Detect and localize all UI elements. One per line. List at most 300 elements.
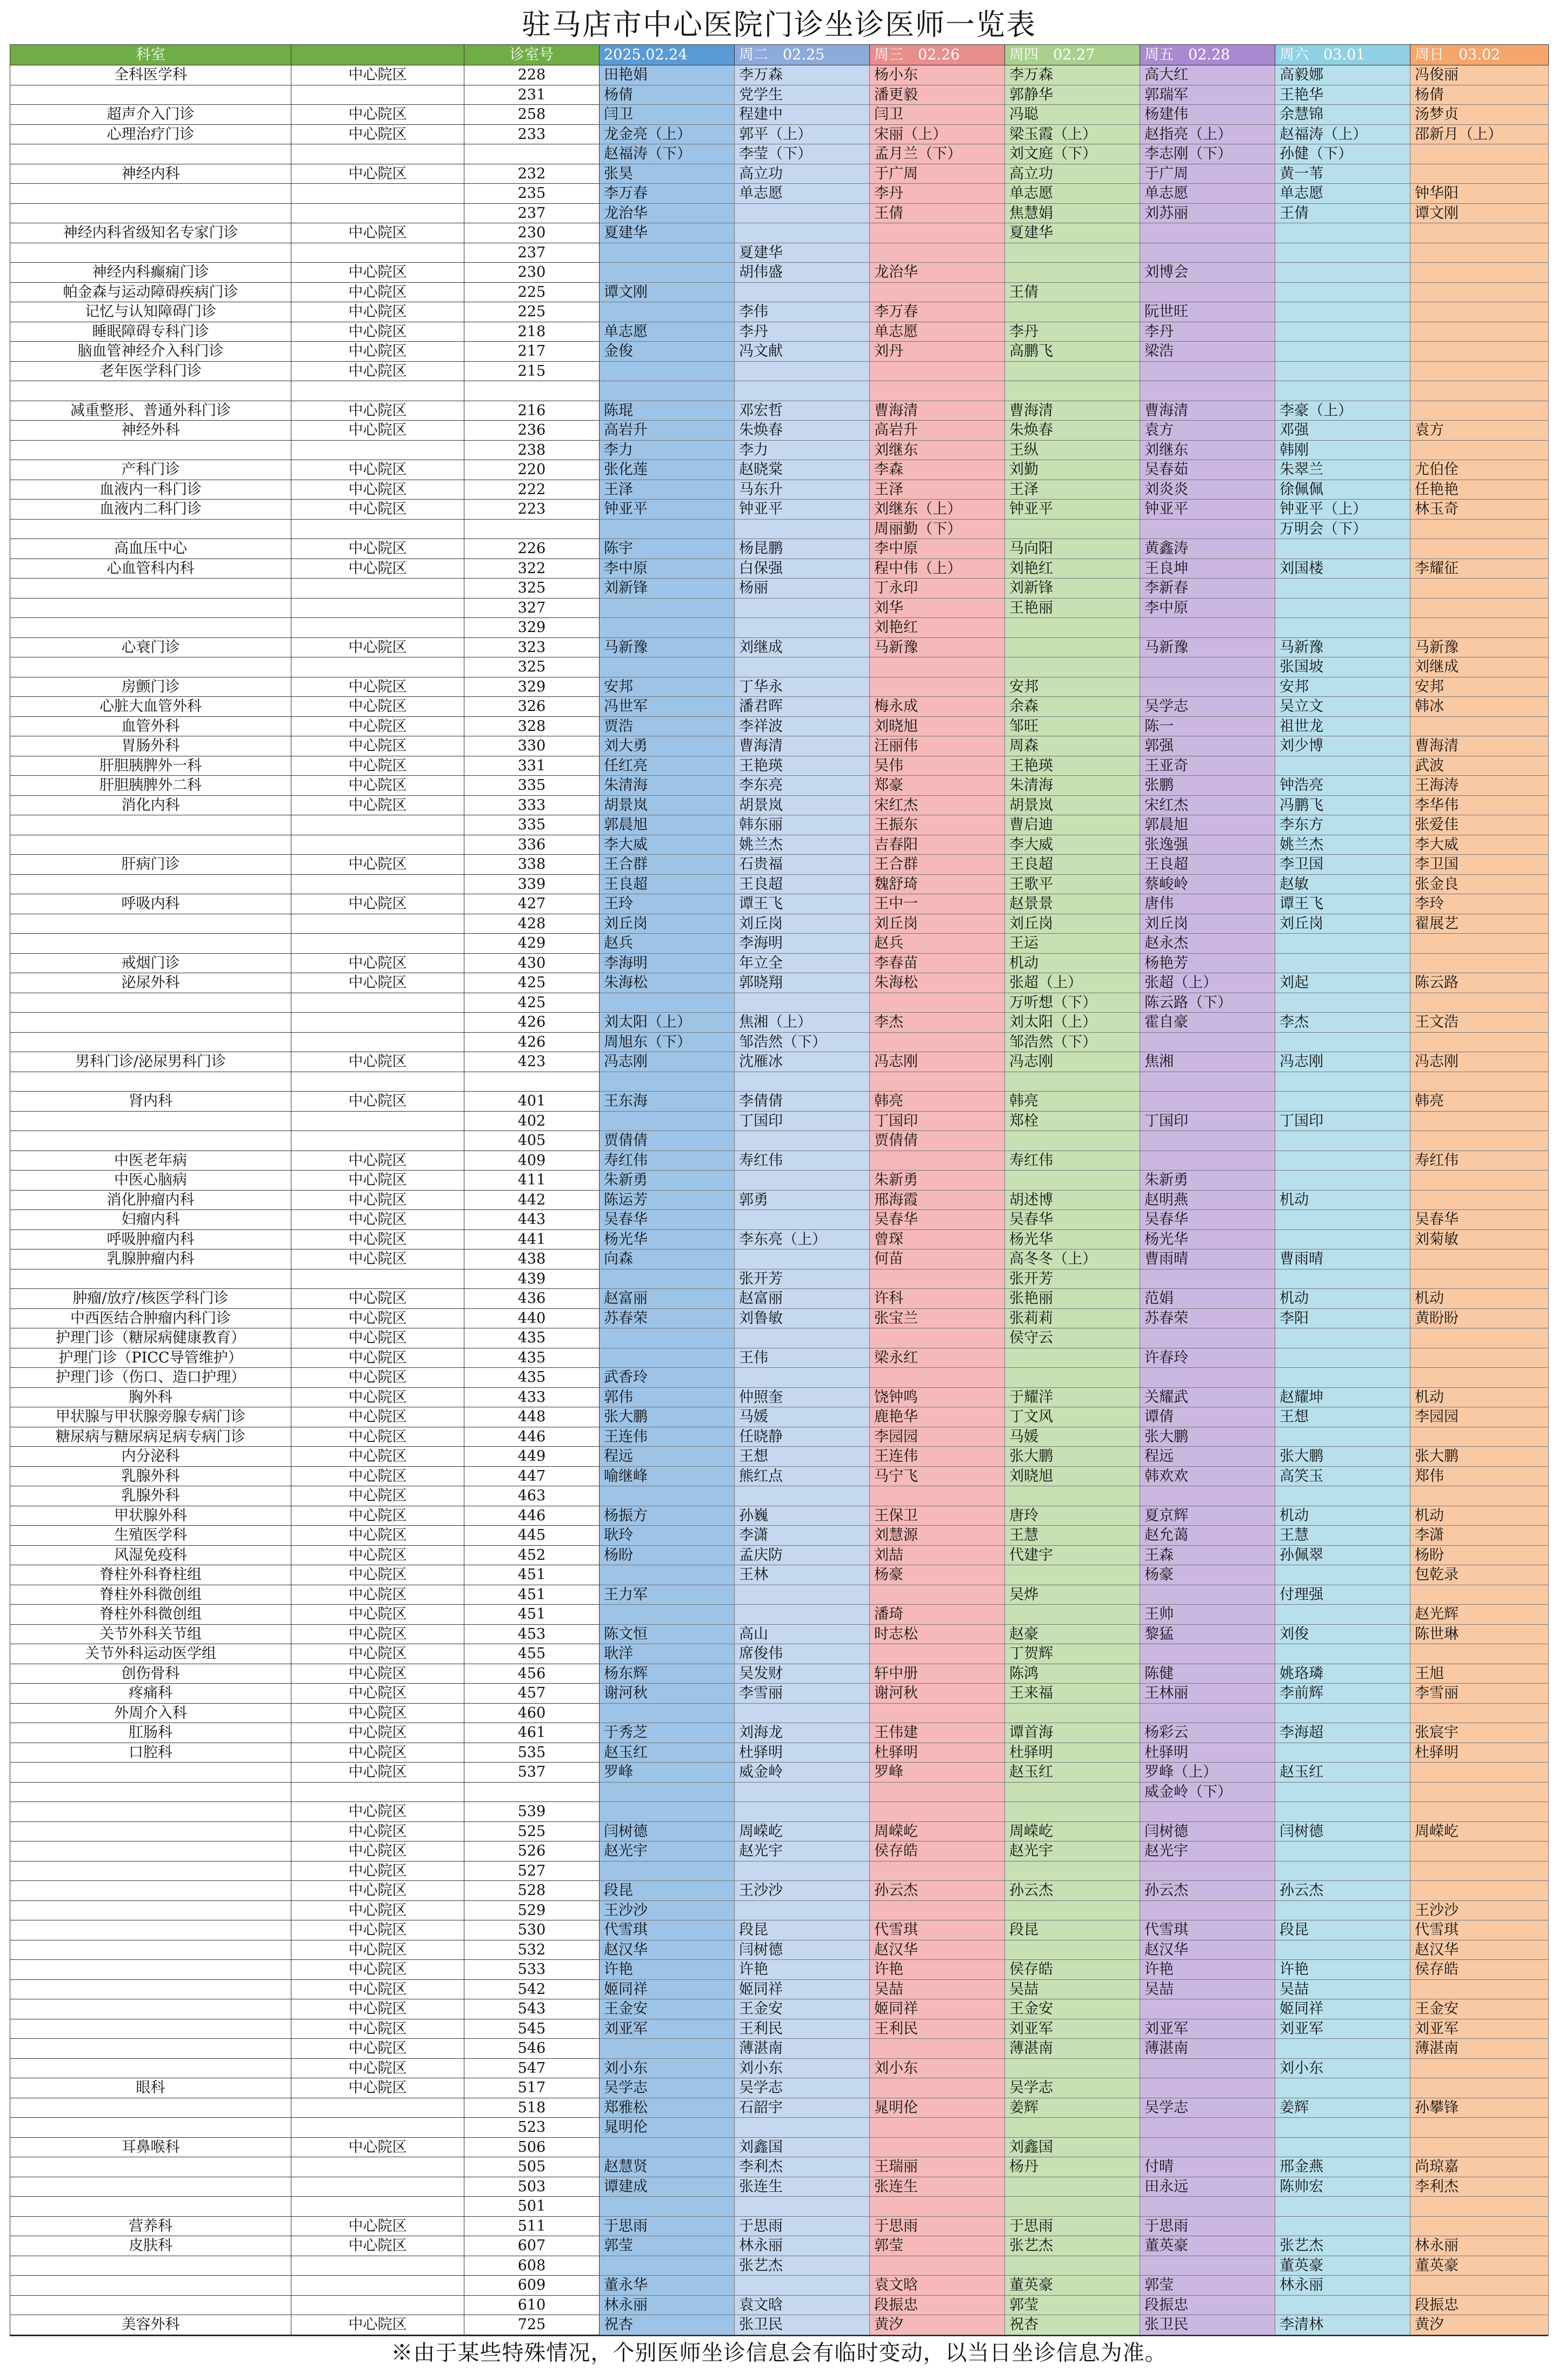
doctor-cell: 曹海清 [1005,401,1140,421]
table-row [10,1486,1549,1506]
room-cell: 429 [464,934,600,954]
doctor-cell: 韩东丽 [735,815,870,835]
table-row [10,1328,1549,1348]
doctor-cell: 刘华 [870,598,1005,618]
doctor-cell [870,1032,1005,1052]
doctor-cell: 薄湛南 [1005,2039,1140,2059]
dept-cell [10,1841,291,1862]
room-cell: 456 [464,1664,600,1684]
room-cell: 401 [464,1092,600,1112]
doctor-cell: 石贵福 [735,855,870,875]
campus-cell: 中心院区 [291,1229,464,1249]
campus-cell: 中心院区 [291,164,464,184]
doctor-cell [1140,1131,1275,1151]
doctor-cell: 王泽 [870,480,1005,500]
doctor-cell: 杨艳芳 [1140,953,1275,973]
doctor-cell [600,1861,735,1881]
campus-cell [291,243,464,263]
table-row [10,184,1549,204]
campus-cell: 中心院区 [291,1328,464,1348]
doctor-cell [1275,756,1410,776]
dept-cell: 胸外科 [10,1387,291,1407]
doctor-cell: 赵景景 [1005,894,1140,914]
table-row [10,1229,1549,1249]
doctor-cell: 王振东 [870,815,1005,835]
doctor-cell [735,519,870,539]
doctor-cell: 李万春 [870,302,1005,322]
table-row [10,500,1549,520]
doctor-cell: 余森 [1005,697,1140,717]
table-row [10,1269,1549,1289]
doctor-cell: 朱清海 [600,776,735,796]
table-row [10,716,1549,736]
dept-cell: 睡眠障碍专科门诊 [10,322,291,342]
campus-cell: 中心院区 [291,1289,464,1309]
campus-cell: 中心院区 [291,697,464,717]
doctor-cell [600,993,735,1013]
dept-cell [10,1131,291,1151]
doctor-cell: 林永丽 [1275,2276,1410,2296]
dept-cell [10,1861,291,1881]
doctor-cell: 侯存皓 [1410,1960,1549,1980]
doctor-cell: 魏舒琦 [870,874,1005,894]
doctor-cell: 王沙沙 [1410,1900,1549,1920]
table-row [10,1743,1549,1763]
room-cell: 331 [464,756,600,776]
doctor-cell: 许科 [870,1289,1005,1309]
doctor-cell [1005,2197,1140,2217]
doctor-cell: 薄湛南 [1410,2039,1549,2059]
doctor-cell [1410,1861,1549,1881]
room-cell: 453 [464,1624,600,1644]
room-cell: 325 [464,657,600,677]
room-cell: 258 [464,105,600,125]
campus-cell: 中心院区 [291,1881,464,1901]
header-day-4: 周四 02.27 [1005,45,1140,65]
doctor-cell: 赵玉红 [600,1743,735,1763]
doctor-cell: 刘苏丽 [1140,203,1275,223]
doctor-cell [870,1486,1005,1506]
doctor-cell [1275,579,1410,599]
campus-cell: 中心院区 [291,322,464,342]
doctor-cell: 闫树德 [735,1940,870,1960]
table-row [10,85,1549,105]
doctor-cell: 闫树德 [1275,1821,1410,1841]
doctor-cell [600,1703,735,1723]
room-cell: 226 [464,539,600,559]
doctor-cell: 段振忠 [1140,2295,1275,2315]
room-cell: 460 [464,1703,600,1723]
doctor-cell: 安邦 [600,677,735,697]
doctor-cell: 许艳 [735,1960,870,1980]
doctor-cell: 朱海松 [870,973,1005,993]
table-row [10,1387,1549,1407]
campus-cell [291,934,464,954]
doctor-cell [1275,1032,1410,1052]
doctor-cell: 钟华阳 [1410,184,1549,204]
dept-cell: 肝胆胰脾外二科 [10,776,291,796]
room-cell: 533 [464,1960,600,1980]
doctor-cell: 薄湛南 [1140,2039,1275,2059]
doctor-cell: 王文浩 [1410,1013,1549,1033]
room-cell: 326 [464,697,600,717]
doctor-cell: 孙云杰 [1005,1881,1140,1901]
doctor-cell: 丁文风 [1005,1407,1140,1427]
doctor-cell: 胡述博 [1005,1190,1140,1210]
header-day-1: 2025.02.24 [600,45,735,65]
doctor-cell [1005,519,1140,539]
dept-cell: 心衰门诊 [10,637,291,657]
dept-cell: 呼吸内科 [10,894,291,914]
dept-cell: 护理门诊（伤口、造口护理） [10,1368,291,1388]
table-row [10,1802,1549,1822]
doctor-cell: 李大威 [1005,835,1140,855]
room-cell: 523 [464,2118,600,2138]
doctor-cell: 万明会（下） [1275,519,1410,539]
doctor-cell [1005,1171,1140,1191]
doctor-cell: 刘炎炎 [1140,480,1275,500]
dept-cell: 护理门诊（PICC导管维护） [10,1348,291,1368]
doctor-cell [1410,1328,1549,1348]
doctor-cell: 曹启迪 [1005,815,1140,835]
doctor-cell [735,1249,870,1269]
dept-cell: 内分泌科 [10,1447,291,1467]
table-row [10,302,1549,322]
campus-cell: 中心院区 [291,1920,464,1940]
dept-cell [10,618,291,638]
doctor-cell: 焦湘 [1140,1052,1275,1072]
doctor-cell: 李大威 [1410,835,1549,855]
room-cell: 428 [464,914,600,934]
room-cell [464,144,600,164]
doctor-cell: 闫树德 [1140,1821,1275,1841]
dept-cell: 血液内二科门诊 [10,500,291,520]
doctor-cell [1410,598,1549,618]
doctor-cell: 罗峰（上） [1140,1763,1275,1783]
room-cell: 447 [464,1466,600,1486]
doctor-cell: 李丹 [870,184,1005,204]
dept-cell: 泌尿外科 [10,973,291,993]
dept-cell [10,2098,291,2118]
doctor-cell [1410,401,1549,421]
doctor-cell: 郭强 [1140,736,1275,756]
campus-cell [291,184,464,204]
doctor-cell [600,263,735,283]
doctor-cell: 郭晓翔 [735,973,870,993]
doctor-cell: 龙治华 [870,263,1005,283]
room-cell: 539 [464,1802,600,1822]
campus-cell [291,1032,464,1052]
doctor-cell [1275,1368,1410,1388]
doctor-cell [1410,2137,1549,2157]
doctor-cell: 赵晓棠 [735,460,870,480]
doctor-cell [1005,302,1140,322]
doctor-cell [1410,1032,1549,1052]
doctor-cell [600,1111,735,1131]
doctor-cell: 王倩 [1275,203,1410,223]
doctor-cell: 吴春茹 [1140,460,1275,480]
doctor-cell: 曹海清 [1410,736,1549,756]
doctor-cell: 潘琦 [870,1605,1005,1625]
doctor-cell: 杜驿明 [1140,1743,1275,1763]
doctor-cell: 王纵 [1005,440,1140,460]
campus-cell: 中心院区 [291,1861,464,1881]
doctor-cell: 李阳 [1275,1308,1410,1328]
doctor-cell [1275,1841,1410,1862]
campus-cell: 中心院区 [291,1565,464,1585]
doctor-cell: 周嵘屹 [1410,1821,1549,1841]
doctor-cell: 谭王飞 [1275,894,1410,914]
doctor-cell: 于思雨 [735,2216,870,2236]
table-row [10,1841,1549,1862]
doctor-cell [1140,1269,1275,1289]
doctor-cell [1005,1782,1140,1802]
doctor-cell: 代雪琪 [600,1920,735,1940]
doctor-cell [1005,2177,1140,2197]
doctor-cell: 丁国印 [1275,1111,1410,1131]
doctor-cell: 李伟 [735,302,870,322]
dept-cell [10,914,291,934]
doctor-cell [1140,1368,1275,1388]
doctor-cell: 谭文刚 [1410,203,1549,223]
doctor-cell [1275,598,1410,618]
table-row [10,1940,1549,1960]
doctor-cell [1005,1486,1140,1506]
doctor-cell: 周嵘屹 [735,1821,870,1841]
doctor-cell [735,223,870,243]
doctor-cell: 白保强 [735,559,870,579]
table-row [10,1348,1549,1368]
doctor-cell: 姬同祥 [600,1979,735,1999]
table-row [10,1763,1549,1783]
doctor-cell: 于思雨 [870,2216,1005,2236]
doctor-cell: 刘俊 [1275,1624,1410,1644]
doctor-cell: 吴春华 [1410,1210,1549,1230]
doctor-cell: 马向阳 [1005,539,1140,559]
dept-cell: 生殖医学科 [10,1526,291,1546]
doctor-cell: 王歌平 [1005,874,1140,894]
room-cell: 440 [464,1308,600,1328]
doctor-cell: 刘丘岗 [1275,914,1410,934]
campus-cell [291,85,464,105]
doctor-cell [1410,2058,1549,2078]
doctor-cell: 李中原 [600,559,735,579]
dept-cell [10,579,291,599]
doctor-cell: 高岩升 [870,421,1005,441]
table-row [10,815,1549,835]
doctor-cell [1140,2118,1275,2138]
doctor-cell [1140,1703,1275,1723]
doctor-cell [1140,1486,1275,1506]
doctor-cell: 杨丹 [1005,2157,1140,2177]
doctor-cell: 李杰 [1275,1013,1410,1033]
doctor-cell [1005,618,1140,638]
dept-cell [10,815,291,835]
campus-cell [291,618,464,638]
doctor-cell [735,1210,870,1230]
doctor-cell: 李豪（上） [1275,401,1410,421]
table-row [10,2276,1549,2296]
doctor-cell: 尤伯佺 [1410,460,1549,480]
doctor-cell [1275,993,1410,1013]
doctor-cell: 杨光华 [1140,1229,1275,1249]
doctor-cell [1005,1605,1140,1625]
doctor-cell: 陈琨 [600,401,735,421]
room-cell: 237 [464,243,600,263]
doctor-cell: 贾倩倩 [600,1131,735,1151]
dept-cell: 肾内科 [10,1092,291,1112]
room-cell [464,1782,600,1802]
doctor-cell: 机动 [1275,1190,1410,1210]
doctor-cell [600,1348,735,1368]
table-row [10,835,1549,855]
dept-cell [10,1763,291,1783]
doctor-cell: 汤梦贞 [1410,105,1549,125]
doctor-cell: 李海明 [735,934,870,954]
doctor-cell: 关耀武 [1140,1387,1275,1407]
room-cell: 335 [464,815,600,835]
doctor-cell: 李倩倩 [735,1092,870,1112]
table-row [10,697,1549,717]
dept-cell: 中医老年病 [10,1151,291,1171]
doctor-cell: 李园园 [1410,1407,1549,1427]
doctor-cell: 李利杰 [735,2157,870,2177]
doctor-cell: 韩亮 [1005,1092,1140,1112]
doctor-cell: 刘起 [1275,973,1410,993]
doctor-cell: 闫树德 [600,1821,735,1841]
doctor-cell: 刘继成 [735,637,870,657]
doctor-cell: 武香玲 [600,1368,735,1388]
doctor-cell [870,223,1005,243]
doctor-cell: 刘艳红 [870,618,1005,638]
doctor-cell [1275,1269,1410,1289]
doctor-cell: 仲照奎 [735,1387,870,1407]
campus-cell: 中心院区 [291,1151,464,1171]
doctor-cell: 张化莲 [600,460,735,480]
doctor-cell: 程远 [1140,1447,1275,1467]
dept-cell [10,934,291,954]
doctor-cell: 梁玉霞（上） [1005,124,1140,144]
doctor-cell [1140,361,1275,381]
doctor-cell: 王帅 [1140,1605,1275,1625]
room-cell: 425 [464,973,600,993]
doctor-cell: 周旭东（下） [600,1032,735,1052]
dept-cell: 中医心脑病 [10,1171,291,1191]
doctor-cell: 单志愿 [735,184,870,204]
doctor-cell: 郑豪 [870,776,1005,796]
doctor-cell: 陈云路 [1410,973,1549,993]
doctor-cell: 张开芳 [1005,1269,1140,1289]
doctor-cell: 郭晨旭 [1140,815,1275,835]
table-row [10,223,1549,243]
campus-cell: 中心院区 [291,1585,464,1605]
doctor-cell: 夏建华 [600,223,735,243]
dept-cell [10,2295,291,2315]
doctor-cell [870,677,1005,697]
doctor-cell [1410,1131,1549,1151]
doctor-cell: 张宝兰 [870,1308,1005,1328]
doctor-cell: 吴学志 [1005,2078,1140,2098]
doctor-cell: 龙金亮（上） [600,124,735,144]
doctor-cell [600,1072,735,1092]
doctor-cell: 王林丽 [1140,1684,1275,1704]
doctor-cell: 于思雨 [1140,2216,1275,2236]
doctor-cell: 杨光华 [600,1229,735,1249]
footer-note: ※由于某些特殊情况，个别医师坐诊信息会有临时变动，以当日坐诊信息为准。 [10,2335,1548,2369]
dept-cell: 眼科 [10,2078,291,2098]
doctor-cell: 李春苗 [870,953,1005,973]
doctor-cell: 刘太阳（上） [600,1013,735,1033]
table-row [10,1407,1549,1427]
room-cell [464,381,600,401]
doctor-cell: 林永丽 [600,2295,735,2315]
doctor-cell [1140,1644,1275,1664]
doctor-cell: 王慧 [1275,1526,1410,1546]
doctor-cell [1275,1703,1410,1723]
doctor-cell: 包乾录 [1410,1565,1549,1585]
table-row [10,1111,1549,1131]
dept-cell [10,2039,291,2059]
doctor-cell: 王艳丽 [1005,598,1140,618]
doctor-cell: 王利民 [735,2019,870,2039]
doctor-cell: 董英豪 [1005,2276,1140,2296]
doctor-cell: 马新豫 [870,637,1005,657]
doctor-cell: 杨振方 [600,1506,735,1526]
table-row [10,2315,1549,2335]
room-cell: 501 [464,2197,600,2217]
doctor-cell: 马新豫 [1140,637,1275,657]
doctor-cell: 苏春荣 [1140,1308,1275,1328]
doctor-cell [1410,993,1549,1013]
doctor-cell [1140,282,1275,302]
campus-cell: 中心院区 [291,2236,464,2256]
doctor-cell: 薄湛南 [735,2039,870,2059]
doctor-cell: 丁国印 [870,1111,1005,1131]
doctor-cell: 李中原 [1140,598,1275,618]
campus-cell [291,1269,464,1289]
table-row [10,1466,1549,1486]
campus-cell [291,815,464,835]
doctor-cell: 孙云杰 [870,1881,1005,1901]
table-row [10,263,1549,283]
doctor-cell: 赵光辉 [1410,1605,1549,1625]
dept-cell [10,144,291,164]
dept-cell: 疼痛科 [10,1684,291,1704]
room-cell: 461 [464,1723,600,1743]
doctor-cell: 闫卫 [870,105,1005,125]
dept-cell [10,440,291,460]
doctor-cell: 林玉奇 [1410,500,1549,520]
doctor-cell: 李华伟 [1410,795,1549,815]
room-cell: 223 [464,500,600,520]
doctor-cell: 赵明燕 [1140,1190,1275,1210]
table-row [10,1565,1549,1585]
room-cell: 542 [464,1979,600,1999]
doctor-cell [600,657,735,677]
doctor-cell: 姜辉 [1005,2098,1140,2118]
doctor-cell: 王海涛 [1410,776,1549,796]
doctor-cell: 李潇 [735,1526,870,1546]
doctor-cell: 许艳 [1275,1960,1410,1980]
doctor-cell: 王泽 [600,480,735,500]
doctor-cell: 高立功 [1005,164,1140,184]
doctor-cell [1275,1605,1410,1625]
doctor-cell [870,1782,1005,1802]
doctor-cell: 吴发财 [735,1664,870,1684]
doctor-cell: 唐玲 [1005,1506,1140,1526]
doctor-cell [870,2039,1005,2059]
room-cell: 235 [464,184,600,204]
